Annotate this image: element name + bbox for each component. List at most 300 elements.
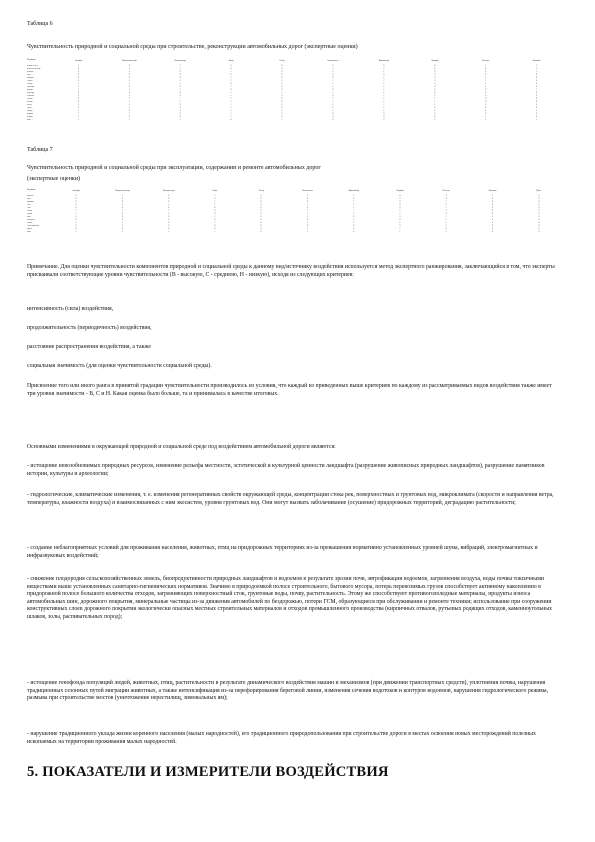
- table-cell: Н: [260, 205, 262, 206]
- table-cell: С: [485, 87, 487, 88]
- table-cell: С: [230, 108, 232, 109]
- table-cell: В: [332, 114, 334, 115]
- table7-header-cell: Почвы: [212, 191, 218, 192]
- table-cell: Н: [75, 205, 77, 206]
- table-cell: С: [353, 208, 355, 209]
- table7-header-cell: Поверхностные воды: [115, 191, 130, 192]
- table-cell: Н: [306, 199, 309, 200]
- table-cell: Н: [281, 81, 283, 82]
- table7-header-cell: Рельеф: [258, 191, 264, 192]
- table-cell: Н: [491, 229, 494, 230]
- table-cell: Н: [75, 220, 77, 221]
- table-cell: С: [306, 214, 308, 215]
- table-cell: С: [485, 66, 487, 67]
- table-cell: С: [485, 117, 487, 118]
- table-cell: Н: [281, 117, 283, 118]
- table-cell: С: [121, 223, 123, 224]
- table-cell: С: [168, 214, 170, 215]
- table-cell: Н: [77, 81, 80, 82]
- table-cell: В: [128, 93, 130, 94]
- table-cell: В: [434, 114, 436, 115]
- row-label: Транспорт: [27, 87, 35, 88]
- table-cell: В: [445, 214, 447, 215]
- table-cell: С: [445, 211, 447, 212]
- table-cell: В: [353, 199, 355, 200]
- table-cell: С: [332, 81, 334, 82]
- table-cell: С: [536, 72, 538, 73]
- table-cell: С: [332, 84, 334, 85]
- table-cell: С: [121, 232, 123, 233]
- table-cell: Н: [214, 220, 216, 221]
- table-cell: С: [491, 196, 494, 197]
- table-cell: Н: [75, 229, 77, 230]
- table-cell: Н: [538, 217, 540, 218]
- table-cell: В: [281, 102, 283, 103]
- table-cell: Н: [214, 226, 216, 227]
- table-cell: Н: [332, 78, 334, 79]
- table-cell: С: [332, 69, 334, 70]
- table-cell: С: [230, 96, 232, 97]
- table7-header-cell: Население: [442, 191, 450, 192]
- table-cell: В: [434, 117, 436, 118]
- table-cell: Н: [538, 229, 540, 230]
- table-cell: С: [353, 202, 355, 203]
- table-cell: Н: [536, 96, 538, 97]
- table-cell: С: [383, 72, 385, 73]
- table-cell: С: [77, 114, 79, 115]
- table-cell: С: [353, 196, 355, 197]
- table6-header-cell: Рельеф: [279, 61, 285, 62]
- row-label: Обходы: [27, 111, 33, 112]
- table6-header-cell: Ландшафт: [431, 61, 439, 62]
- table-cell: С: [77, 84, 79, 85]
- table-cell: С: [168, 232, 170, 233]
- table-cell: С: [332, 105, 334, 106]
- table-cell: С: [230, 111, 232, 112]
- table-cell: Н: [281, 84, 283, 85]
- table-cell: Н: [121, 229, 123, 230]
- table-cell: С: [332, 102, 334, 103]
- table-cell: Н: [538, 211, 540, 212]
- table-cell: Н: [538, 220, 540, 221]
- table-cell: С: [128, 99, 130, 100]
- table-cell: Н: [77, 99, 80, 100]
- table-cell: Н: [128, 78, 130, 79]
- table-cell: Н: [536, 81, 538, 82]
- table-cell: В: [179, 93, 181, 94]
- row-label: Изменение рельефа: [27, 69, 41, 70]
- table-cell: Н: [485, 114, 487, 115]
- table-cell: Н: [538, 196, 540, 197]
- table-cell: Н: [121, 217, 123, 218]
- table-cell: С: [179, 102, 181, 103]
- table-cell: Н: [399, 220, 401, 221]
- row-label: Освещение: [27, 220, 35, 221]
- row-label: Сбросы: [27, 81, 33, 82]
- table-cell: Н: [491, 211, 494, 212]
- table-cell: С: [434, 96, 436, 97]
- table-cell: Н: [491, 232, 494, 233]
- row-label: Отходы: [27, 84, 33, 85]
- table-cell: С: [434, 102, 436, 103]
- table-cell: С: [485, 81, 487, 82]
- table-cell: В: [383, 117, 385, 118]
- row-label: Выемки: [27, 102, 33, 103]
- table-cell: С: [536, 66, 538, 67]
- table-cell: С: [332, 111, 334, 112]
- table-cell: С: [128, 114, 130, 115]
- table-cell: В: [445, 196, 447, 197]
- table-cell: Н: [536, 114, 538, 115]
- section-heading: 5. ПОКАЗАТЕЛИ И ИЗМЕРИТЕЛИ ВОЗДЕЙСТВИЯ: [27, 764, 389, 780]
- table-cell: С: [214, 205, 216, 206]
- change-item-6: - нарушение традиционного уклада жизни коренного населения (малых народностей), его традиционного природопользования при строительстве дороги в местах освоения новых месторождений полезных ископаемых на территории проживания малых народностей.: [27, 731, 536, 745]
- table-cell: Н: [485, 96, 487, 97]
- table-cell: Н: [75, 202, 77, 203]
- table-cell: С: [332, 93, 334, 94]
- table-cell: В: [383, 75, 385, 76]
- table-cell: Н: [536, 93, 538, 94]
- table-cell: Н: [77, 105, 80, 106]
- table-cell: С: [179, 69, 181, 70]
- row-label: Водоотвод: [27, 93, 35, 94]
- table-cell: В: [230, 84, 232, 85]
- table-cell: Н: [168, 202, 170, 203]
- table-cell: В: [75, 196, 77, 197]
- table-cell: С: [485, 84, 487, 85]
- table-cell: Н: [353, 217, 355, 218]
- table-cell: Н: [485, 105, 487, 106]
- table-cell: С: [445, 205, 447, 206]
- table-cell: В: [434, 66, 436, 67]
- table-cell: Н: [179, 114, 181, 115]
- table-cell: С: [214, 217, 216, 218]
- table-cell: В: [230, 69, 232, 70]
- table-cell: Н: [260, 226, 262, 227]
- table-cell: С: [75, 232, 77, 233]
- table-cell: Н: [434, 108, 436, 109]
- table-cell: Н: [491, 223, 494, 224]
- table-cell: Н: [281, 108, 283, 109]
- table-cell: Н: [179, 111, 181, 112]
- table-cell: Н: [536, 108, 538, 109]
- row-label: Выбросы: [27, 72, 34, 73]
- table-cell: В: [434, 69, 436, 70]
- table-cell: С: [77, 66, 79, 67]
- table-cell: С: [230, 114, 232, 115]
- table-cell: С: [383, 84, 385, 85]
- table-cell: С: [434, 99, 436, 100]
- table7-label: Таблица 7: [27, 147, 53, 153]
- table-cell: Н: [491, 205, 494, 206]
- table-cell: В: [536, 78, 538, 79]
- table-cell: Н: [281, 72, 283, 73]
- table-cell: Н: [399, 202, 401, 203]
- row-label: Ремонт: [27, 223, 32, 224]
- table-cell: Н: [536, 102, 538, 103]
- table-cell: С: [536, 120, 538, 121]
- change-item-1: - истощение невозобновимых природных ресурсов, изменение рельефа местности, эстетической и культурной ценности ландшафта (разрушение живописных природных ландшафтов), разрушение памятников истории, культуры и археологии;: [27, 463, 545, 477]
- table-cell: С: [353, 220, 355, 221]
- row-label: Карьеры: [27, 90, 33, 91]
- table-cell: В: [485, 111, 487, 112]
- table6-header-cell: Растительность: [327, 61, 339, 62]
- row-label: Пыль: [27, 217, 31, 218]
- table-cell: В: [121, 214, 123, 215]
- table-cell: С: [383, 105, 385, 106]
- table-cell: Н: [538, 202, 540, 203]
- table-cell: С: [230, 81, 232, 82]
- table-cell: С: [128, 108, 130, 109]
- table-cell: Н: [168, 199, 170, 200]
- table-cell: С: [214, 202, 216, 203]
- table-cell: В: [353, 229, 355, 230]
- table-cell: В: [121, 205, 123, 206]
- row-label: Шум: [27, 75, 31, 76]
- table6-header-cell: Животный мир: [378, 61, 390, 62]
- table-cell: Н: [399, 208, 401, 209]
- table-cell: Н: [128, 75, 130, 76]
- table-cell: Н: [491, 214, 494, 215]
- table-cell: С: [383, 108, 385, 109]
- table-cell: С: [383, 99, 385, 100]
- table-cell: С: [306, 223, 308, 224]
- change-item-3: - создание неблагоприятных условий для проживания населения, животных, птиц на придорожных территориях из-за превышения нормативно установленных уровней шума, вибраций, электромагнитных и инфразвуковых воздействий;: [27, 545, 538, 559]
- table-cell: Н: [128, 111, 130, 112]
- table-cell: С: [281, 105, 283, 106]
- table-cell: Н: [434, 72, 436, 73]
- table-cell: В: [491, 202, 494, 203]
- row-label: Гибель животных: [27, 226, 40, 227]
- table-cell: С: [75, 214, 77, 215]
- criterion-2: продолжительность (периодичность) воздействия,: [27, 325, 152, 331]
- table6-header-cell: Подземные воды: [174, 61, 186, 62]
- table-cell: С: [332, 99, 334, 100]
- row-label: Выбросы: [27, 196, 34, 197]
- row-label: Итого: [27, 120, 32, 121]
- table-cell: Н: [260, 199, 262, 200]
- table-cell: Н: [77, 69, 80, 70]
- table-cell: С: [75, 223, 77, 224]
- table7-header-cell: Памятники: [488, 191, 497, 192]
- table6-header-cell: Население: [482, 61, 490, 62]
- table-cell: Н: [332, 108, 334, 109]
- table-cell: В: [485, 75, 487, 76]
- table-cell: С: [77, 90, 79, 91]
- change-item-2: - гидрологические, климатические изменения, т. е. изменения регенеративных свойств окружающей среды, концентрации стока рек, поверхностных и грунтовых вод, микроклимата (скорости и направления ветра, температуры, влажности воздуха) и взаимосвязанных с ним экосистем, уровня грунтовых вод. Они могут вызвать заболачивание (осушение) придорожных территорий, деградацию растительности;: [27, 492, 554, 506]
- table-cell: С: [77, 111, 79, 112]
- table-cell: Н: [260, 211, 262, 212]
- table-cell: Н: [399, 199, 401, 200]
- table6-body: [27, 65, 562, 122]
- table-cell: Н: [179, 87, 181, 88]
- table-cell: С: [128, 84, 130, 85]
- table-cell: В: [485, 72, 487, 73]
- table-cell: С: [214, 196, 216, 197]
- row-label: Отходы: [27, 211, 33, 212]
- row-label: Насыпи: [27, 99, 33, 100]
- table-cell: С: [353, 205, 355, 206]
- table-cell: Н: [536, 87, 538, 88]
- table-cell: В: [75, 217, 77, 218]
- table-cell: С: [128, 90, 130, 91]
- table-cell: С: [353, 211, 355, 212]
- table-cell: Н: [121, 220, 123, 221]
- table-cell: В: [281, 66, 283, 67]
- table-cell: С: [445, 202, 447, 203]
- table-cell: С: [399, 229, 401, 230]
- table-row: [27, 231, 562, 234]
- table-cell: Н: [121, 202, 123, 203]
- table-cell: Н: [260, 196, 262, 197]
- table-cell: Н: [434, 93, 436, 94]
- row-label: Вибрация: [27, 78, 34, 79]
- table-cell: С: [306, 232, 308, 233]
- table7-header-cell: Растительность: [302, 191, 313, 192]
- table-cell: С: [332, 72, 334, 73]
- table6-label: Таблица 6: [27, 21, 53, 27]
- table-cell: Н: [168, 220, 170, 221]
- table6-header: [27, 60, 562, 64]
- table-cell: Н: [121, 226, 123, 227]
- table-cell: Н: [260, 217, 262, 218]
- table-cell: С: [383, 87, 385, 88]
- table-cell: С: [214, 232, 216, 233]
- table-cell: В: [128, 66, 130, 67]
- table-cell: В: [128, 81, 130, 82]
- table-cell: Н: [536, 75, 538, 76]
- table-cell: С: [383, 69, 385, 70]
- table-cell: Н: [214, 199, 216, 200]
- table-cell: С: [434, 120, 436, 121]
- table-cell: С: [399, 214, 401, 215]
- table-cell: Н: [491, 217, 494, 218]
- table-cell: Н: [434, 78, 436, 79]
- row-label: Аварии: [27, 214, 33, 215]
- table-cell: Н: [485, 90, 487, 91]
- table-cell: Н: [260, 214, 262, 215]
- table-cell: С: [128, 120, 130, 121]
- table6-header-cell: Воздействие: [27, 60, 36, 61]
- row-label: Вибрация: [27, 202, 34, 203]
- table-cell: С: [179, 99, 181, 100]
- table-cell: С: [445, 220, 447, 221]
- table-cell: Н: [485, 99, 487, 100]
- table-cell: С: [121, 211, 123, 212]
- table-cell: С: [445, 217, 447, 218]
- table-cell: Н: [538, 208, 540, 209]
- table-cell: В: [214, 208, 216, 209]
- table-cell: Н: [260, 229, 262, 230]
- table-cell: С: [485, 120, 487, 121]
- row-label: Сток: [27, 205, 31, 206]
- table-cell: Н: [485, 93, 487, 94]
- table-cell: В: [445, 199, 447, 200]
- row-label: Вырубка: [27, 114, 33, 115]
- table-cell: Н: [306, 226, 309, 227]
- table-cell: Н: [538, 232, 540, 233]
- table-cell: Н: [491, 199, 494, 200]
- table-cell: С: [383, 78, 385, 79]
- table-cell: С: [230, 78, 232, 79]
- table-cell: С: [179, 84, 181, 85]
- table7-header-cell: Прочее: [536, 191, 542, 192]
- table-cell: В: [230, 66, 232, 67]
- table-cell: С: [399, 232, 401, 233]
- table7-title-line2: (экспертные оценки): [27, 176, 81, 182]
- table-cell: С: [306, 211, 308, 212]
- table7-header-cell: Подземные воды: [162, 191, 175, 192]
- table7-header-cell: Воздействие: [27, 190, 36, 191]
- table-cell: В: [332, 117, 334, 118]
- table-cell: С: [230, 117, 232, 118]
- table-cell: В: [383, 66, 385, 67]
- table6-header-cell: Атмосфера: [74, 61, 83, 62]
- table-cell: С: [383, 93, 385, 94]
- table-cell: В: [353, 232, 355, 233]
- table-cell: С: [214, 223, 216, 224]
- table-cell: Н: [260, 223, 262, 224]
- table-cell: С: [383, 96, 385, 97]
- table-cell: С: [77, 87, 79, 88]
- table-cell: Н: [128, 87, 130, 88]
- table-cell: В: [383, 114, 385, 115]
- table-cell: С: [434, 84, 436, 85]
- table-cell: Н: [75, 199, 77, 200]
- criterion-3: расстояние распространения воздействия, а также: [27, 344, 151, 350]
- table-cell: С: [168, 205, 170, 206]
- table-cell: С: [399, 211, 401, 212]
- table-cell: Н: [260, 232, 262, 233]
- table-cell: С: [445, 223, 447, 224]
- table-cell: В: [214, 211, 216, 212]
- table-cell: Н: [536, 84, 538, 85]
- table-cell: С: [121, 196, 123, 197]
- table-cell: С: [128, 96, 130, 97]
- table-cell: Н: [445, 229, 447, 230]
- table-cell: В: [332, 90, 334, 91]
- table-cell: Н: [281, 114, 283, 115]
- table-cell: Н: [538, 214, 540, 215]
- table-cell: Н: [168, 217, 170, 218]
- table-cell: В: [281, 99, 283, 100]
- changes-intro: Основными изменениями в окружающей природной и социальной среде под воздействием автомобильной дороги являются:: [27, 444, 336, 450]
- table-cell: С: [445, 232, 447, 233]
- table7-title-line1: Чувствительность природной и социальной среды при эксплуатации, содержании и ремонте автомобильных дорог: [27, 165, 321, 171]
- table-cell: Н: [399, 226, 401, 227]
- table-cell: Н: [536, 99, 538, 100]
- table-cell: С: [281, 93, 283, 94]
- table-cell: Н: [168, 226, 170, 227]
- table7: [27, 190, 562, 234]
- table-cell: Н: [77, 102, 80, 103]
- table-cell: С: [230, 105, 232, 106]
- table-cell: С: [179, 90, 181, 91]
- table-cell: Н: [445, 226, 447, 227]
- table-cell: Н: [306, 220, 309, 221]
- table-cell: С: [332, 87, 334, 88]
- table-cell: В: [353, 226, 355, 227]
- table-cell: С: [353, 223, 355, 224]
- table-cell: Н: [77, 108, 80, 109]
- table-cell: С: [128, 102, 130, 103]
- table-cell: Н: [281, 78, 283, 79]
- table-cell: С: [230, 72, 232, 73]
- table7-header: [27, 190, 562, 194]
- table-cell: В: [306, 208, 308, 209]
- table-cell: С: [230, 93, 232, 94]
- table6: [27, 60, 562, 122]
